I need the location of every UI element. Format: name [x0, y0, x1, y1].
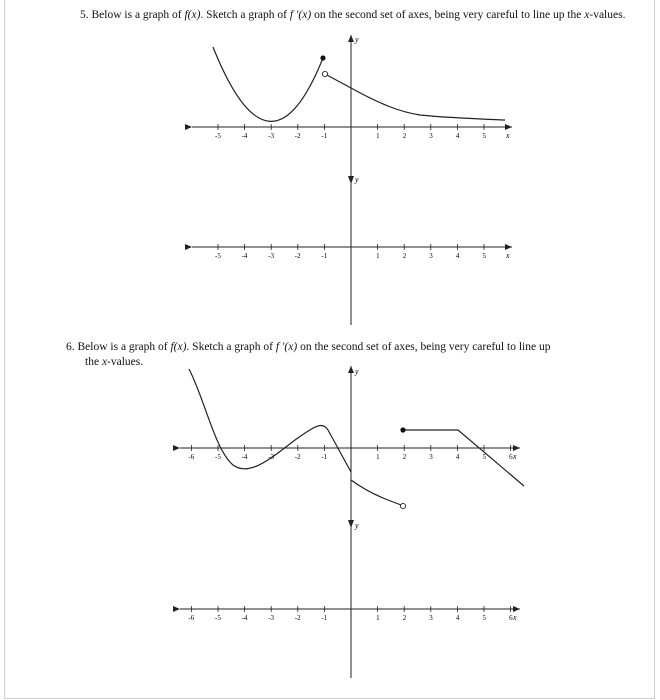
p6-fx-tick-label-1: -5: [215, 453, 221, 461]
p5-fprime-tick-label-3: -2: [294, 252, 301, 260]
p6-fx-tick-label-9: 4: [455, 453, 460, 461]
problem-6-text-c: on the second set of axes, being very careful to line up: [297, 341, 551, 353]
p6-fx-flat-then-line: [403, 430, 524, 486]
p5-fprime-tick-label-6: 2: [402, 252, 407, 260]
p5-fprime-tick-label-9: 5: [482, 252, 486, 260]
p5-fx-tick-label-7: 3: [429, 132, 433, 140]
problem-6-text-d: the: [85, 356, 102, 368]
p6-fprime-tick-label-2: -4: [241, 614, 248, 622]
problem-5-xvar: x: [584, 9, 590, 21]
p6-fx-tick-label-8: 3: [429, 453, 433, 461]
problem-5-fprime: f ′(x): [289, 9, 312, 21]
p5-fprime-tick-label-1: -4: [241, 252, 248, 260]
problem-6-xvar: x: [101, 356, 108, 368]
p6-fx-tick-label-4: -2: [294, 453, 301, 461]
p5-fx-tick-label-5: 1: [376, 132, 380, 140]
p6-fx-tick-label-10: 5: [482, 453, 486, 461]
p6-mid-y-arrow: [348, 520, 354, 528]
p6-fprime-tick-label-10: 5: [482, 614, 486, 622]
problem-6-text-a: Below is a graph of: [77, 341, 171, 353]
p6-fprime-tick-label-6: 1: [376, 614, 380, 622]
problem-6-fprime: f ′(x): [275, 341, 298, 353]
p6-fprime-y-label: y: [355, 521, 359, 530]
p5-mid-y-arrow: [348, 176, 354, 184]
p6-fprime-tick-label-8: 3: [429, 614, 433, 622]
p5-fx-tick-label-0: -5: [215, 132, 221, 140]
p6-fx-tick-label-11: 6: [509, 453, 513, 461]
p6-fprime-tick-label-11: 6: [509, 614, 513, 622]
problem-6-text-b: . Sketch a graph of: [186, 341, 276, 353]
p5-fx-tick-label-2: -3: [268, 132, 275, 140]
p6-fx-x-label: x: [513, 452, 517, 461]
p5-fprime-axes: [192, 175, 512, 260]
p6-fx-closed-dot: [400, 427, 405, 432]
p5-fprime-tick-label-0: -5: [215, 252, 221, 260]
problem-5-number: 5.: [80, 9, 89, 21]
p6-fprime-axes: [180, 521, 520, 622]
p6-fprime-x-label: x: [513, 613, 517, 622]
p6-fprime-tick-label-3: -3: [268, 614, 275, 622]
problem-5-fx: f(x): [184, 9, 201, 21]
p5-fx-tick-label-1: -4: [241, 132, 248, 140]
p5-fx-y-label: y: [355, 35, 359, 44]
p6-fx-tick-label-2: -4: [241, 453, 248, 461]
p5-fprime-tick-label-4: -1: [321, 252, 328, 260]
p6-fprime-tick-label-7: 2: [402, 614, 407, 622]
p6-fx-tick-label-5: -1: [321, 453, 328, 461]
problem-6-number: 6.: [66, 341, 75, 353]
p5-fx-tick-label-4: -1: [321, 132, 328, 140]
p5-fx-tick-label-9: 5: [482, 132, 486, 140]
p6-fx-tick-label-0: -6: [188, 453, 195, 461]
p5-fx-decay-curve: [325, 74, 505, 120]
p5-fprime-tick-label-8: 4: [455, 252, 460, 260]
problem-6-text-e: -values.: [107, 356, 144, 368]
p5-fprime-tick-label-2: -3: [268, 252, 275, 260]
p5-fx-parabola: [213, 47, 323, 121]
problem-5-text-d: -values.: [589, 9, 626, 21]
p6-fx-decreasing-curve: [351, 480, 401, 505]
p5-fx-tick-label-6: 2: [402, 132, 407, 140]
p5-fprime-tick-label-5: 1: [376, 252, 380, 260]
p5-fprime-tick-label-7: 3: [429, 252, 433, 260]
p6-fprime-tick-label-4: -2: [294, 614, 301, 622]
p6-fx-tick-label-3: -3: [268, 453, 275, 461]
p6-fprime-tick-label-0: -6: [188, 614, 195, 622]
p5-fx-tick-label-8: 4: [455, 132, 460, 140]
p5-fprime-y-label: y: [355, 175, 359, 184]
p6-fprime-tick-label-1: -5: [215, 614, 221, 622]
p5-fx-closed-dot: [320, 55, 325, 60]
p6-fprime-tick-label-9: 4: [455, 614, 460, 622]
p5-fprime-x-label: x: [506, 251, 510, 260]
problem-5-text-b: . Sketch a graph of: [200, 9, 290, 21]
p5-fx-tick-label-3: -2: [294, 132, 301, 140]
p5-fx-open-dot: [322, 71, 327, 76]
p6-fx-tick-label-6: 1: [376, 453, 380, 461]
problem-5-text-c: on the second set of axes, being very careful to line up the: [311, 9, 585, 21]
p6-fprime-tick-label-5: -1: [321, 614, 328, 622]
problem-6-fx: f(x): [170, 341, 187, 353]
p6-fx-open-dot: [400, 503, 405, 508]
p6-fx-y-label: y: [355, 367, 359, 376]
p5-fx-x-label: x: [506, 131, 510, 140]
problem-5-text-a: Below is a graph of: [91, 9, 185, 21]
p6-fx-tick-label-7: 2: [402, 453, 407, 461]
